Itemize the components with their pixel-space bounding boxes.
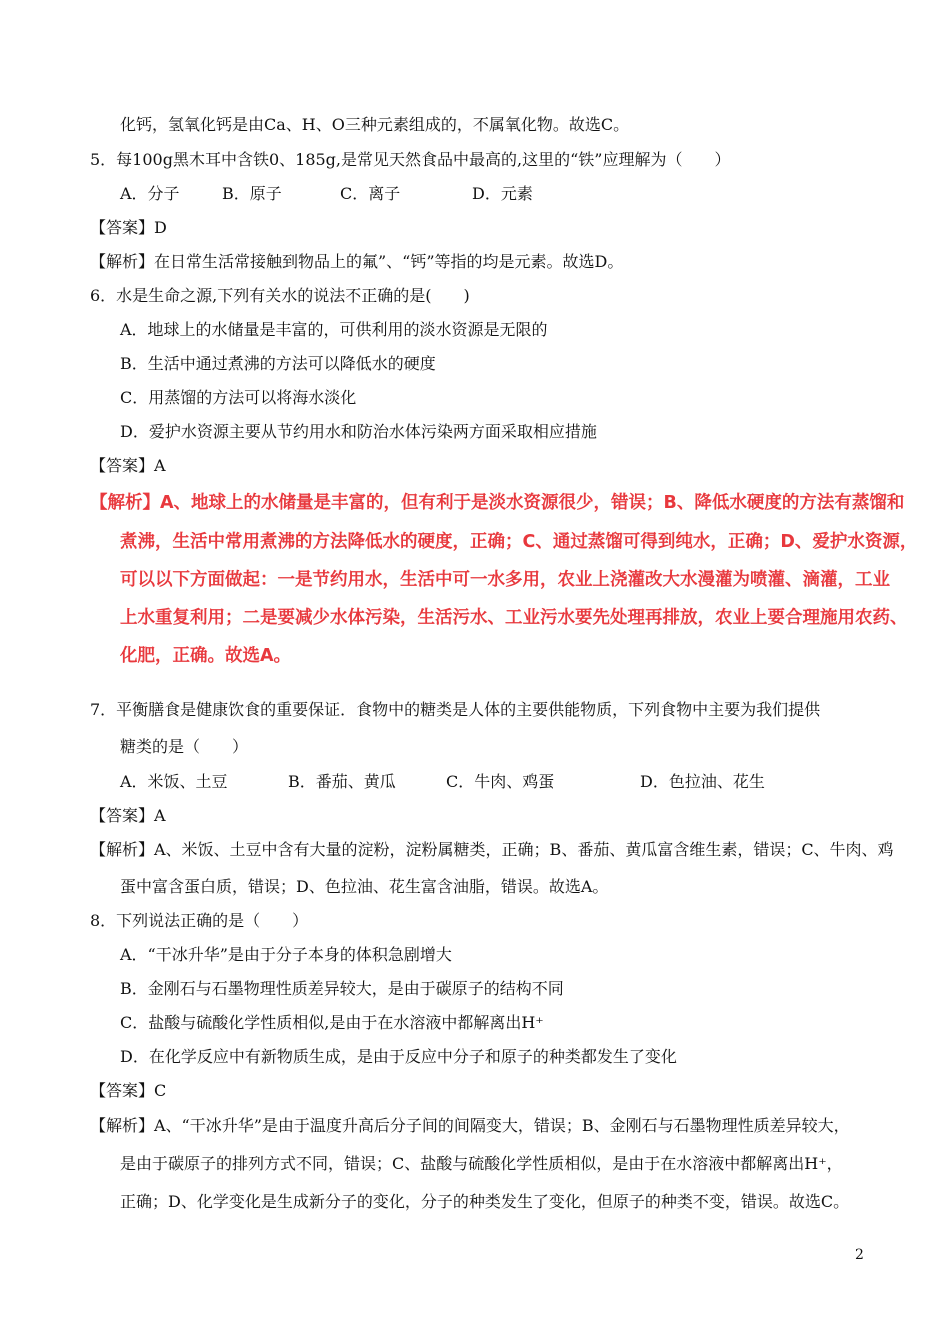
- q5-option-c: C．离子: [340, 184, 401, 203]
- q8-answer: 【答案】C: [90, 1081, 167, 1100]
- q5-answer: 【答案】D: [90, 218, 167, 237]
- q8-analysis-line: 是由于碳原子的排列方式不同，错误；C、盐酸与硫酸化学性质相似，是由于在水溶液中都解离出H⁺，: [120, 1154, 843, 1173]
- q6-option-c: C．用蒸馏的方法可以将海水淡化: [120, 388, 357, 407]
- q6-analysis-line: 可以以下方面做起：一是节约用水，生活中可一水多用，农业上浇灌改大水漫灌为喷灌、滴灌，工业: [120, 570, 890, 590]
- q8-option-a: A．“干冰升华”是由于分子本身的体积急剧增大: [120, 945, 452, 964]
- q8-stem: 8．下列说法正确的是（ ）: [90, 911, 309, 930]
- q6-option-b: B．生活中通过煮沸的方法可以降低水的硬度: [120, 354, 436, 373]
- q7-option-b: B．番茄、黄瓜: [288, 772, 396, 791]
- q6-option-d: D．爱护水资源主要从节约用水和防治水体污染两方面采取相应措施: [120, 422, 597, 441]
- q8-option-d: D．在化学反应中有新物质生成，是由于反应中分子和原子的种类都发生了变化: [120, 1047, 677, 1066]
- q5-analysis: 【解析】在日常生活常接触到物品上的氟”、“钙”等指的均是元素。故选D。: [90, 252, 624, 271]
- q7-stem-line: 糖类的是（ ）: [120, 737, 249, 756]
- q4-analysis-tail: 化钙，氢氧化钙是由Ca、H、O三种元素组成的，不属氧化物。故选C。: [120, 115, 630, 134]
- q6-stem: 6．水是生命之源,下列有关水的说法不正确的是( ): [90, 286, 470, 305]
- q5-stem: 5．每100g黑木耳中含铁0、185g,是常见天然食品中最高的,这里的“铁”应理解为（ ）: [90, 150, 731, 169]
- q6-analysis-line: 上水重复利用；二是要减少水体污染，生活污水、工业污水要先处理再排放，农业上要合理施用农药、: [120, 608, 908, 628]
- q8-analysis-line: 【解析】A、“干冰升华”是由于温度升高后分子间的间隔变大，错误；B、金刚石与石墨物理性质差异较大，: [90, 1116, 850, 1135]
- q6-answer: 【答案】A: [90, 456, 166, 475]
- q5-option-b: B．原子: [222, 184, 282, 203]
- q7-option-c: C．牛肉、鸡蛋: [446, 772, 555, 791]
- q7-analysis-line: 【解析】A、米饭、土豆中含有大量的淀粉，淀粉属糖类，正确；B、番茄、黄瓜富含维生素，错误；C、牛肉、鸡: [90, 840, 894, 859]
- q7-option-a: A．米饭、土豆: [120, 772, 228, 791]
- q7-analysis-line: 蛋中富含蛋白质，错误；D、色拉油、花生富含油脂，错误。故选A。: [120, 877, 609, 896]
- q7-stem-line: 7．平衡膳食是健康饮食的重要保证．食物中的糖类是人体的主要供能物质，下列食物中主要为我们提供: [90, 700, 821, 719]
- q8-analysis-line: 正确；D、化学变化是生成新分子的变化，分子的种类发生了变化，但原子的种类不变，错误。故选C。: [120, 1192, 850, 1211]
- q6-analysis-line: 【解析】A、地球上的水储量是丰富的，但有利于是淡水资源很少，错误；B、降低水硬度的方法有蒸馏和: [90, 493, 905, 513]
- q5-option-d: D．元素: [472, 184, 533, 203]
- q7-option-d: D．色拉油、花生: [640, 772, 765, 791]
- q6-option-a: A．地球上的水储量是丰富的，可供利用的淡水资源是无限的: [120, 320, 548, 339]
- q7-answer: 【答案】A: [90, 806, 166, 825]
- q8-option-c: C．盐酸与硫酸化学性质相似,是由于在水溶液中都解离出H⁺: [120, 1013, 544, 1032]
- q8-option-b: B．金刚石与石墨物理性质差异较大，是由于碳原子的结构不同: [120, 979, 564, 998]
- q6-analysis-line: 煮沸，生活中常用煮沸的方法降低水的硬度，正确；C、通过蒸馏可得到纯水，正确；D、爱护水资源，: [120, 532, 918, 552]
- q5-option-a: A．分子: [120, 184, 180, 203]
- q6-analysis-line: 化肥，正确。故选A。: [120, 646, 292, 666]
- page-number: 2: [855, 1247, 864, 1263]
